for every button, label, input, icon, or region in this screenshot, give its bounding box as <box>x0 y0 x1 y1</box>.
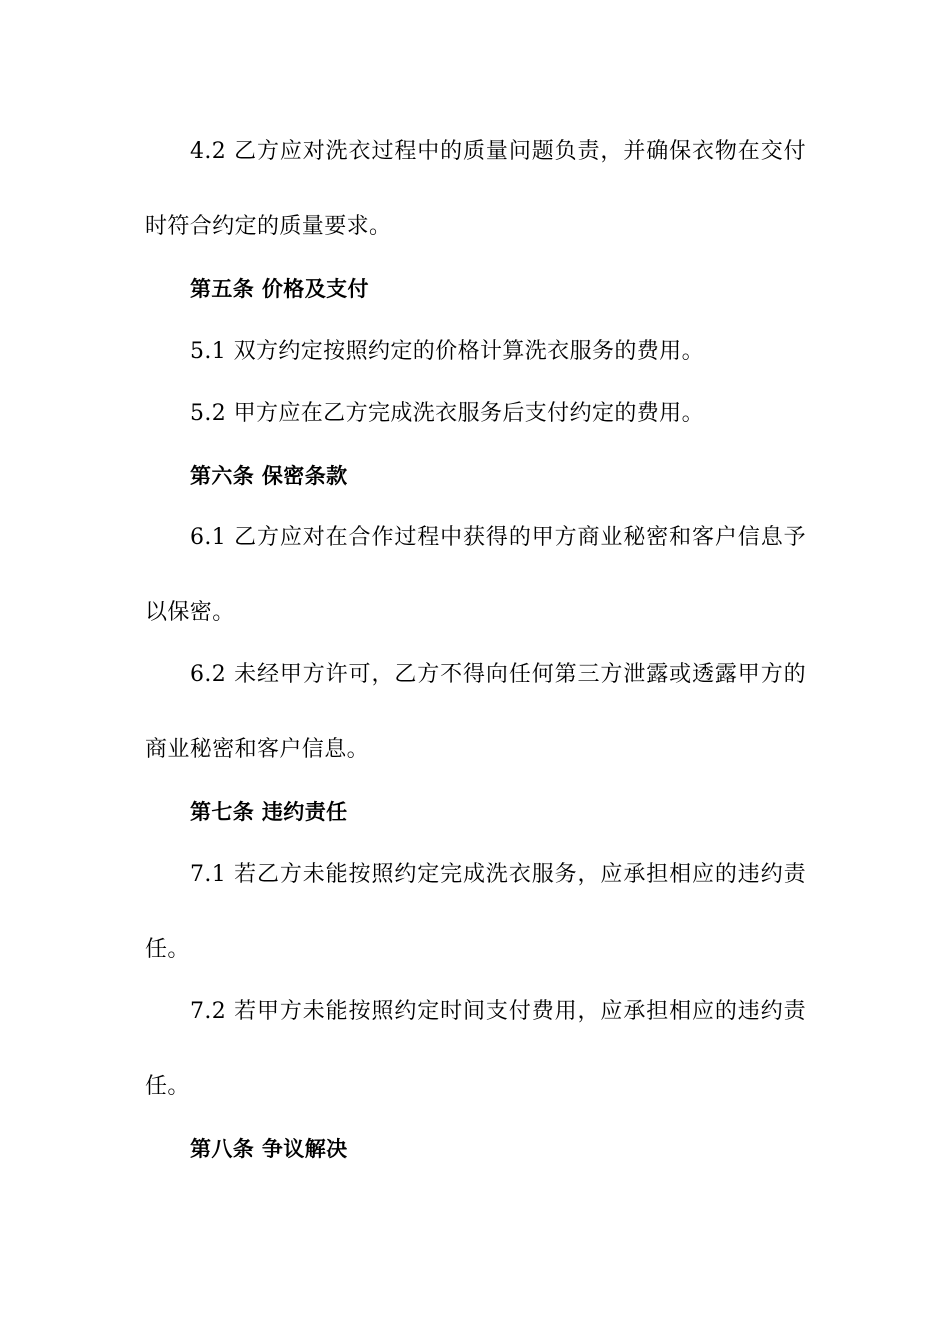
heading-article-7: 第七条 违约责任 <box>190 800 348 824</box>
clause-4-2-line-1: 4.2 乙方应对洗衣过程中的质量问题负责，并确保衣物在交付 <box>190 139 806 164</box>
clause-6-1-line-2: 以保密。 <box>145 600 235 625</box>
clause-7-1-line-2: 任。 <box>145 937 190 962</box>
clause-6-2-line-1: 6.2 未经甲方许可，乙方不得向任何第三方泄露或透露甲方的 <box>190 662 806 687</box>
clause-6-2-line-2: 商业秘密和客户信息。 <box>145 737 370 762</box>
clause-4-2-line-2: 时符合约定的质量要求。 <box>145 214 392 239</box>
clause-5-1: 5.1 双方约定按照约定的价格计算洗衣服务的费用。 <box>190 339 704 364</box>
clause-7-2-line-1: 7.2 若甲方未能按照约定时间支付费用，应承担相应的违约责 <box>190 999 806 1024</box>
heading-article-6: 第六条 保密条款 <box>190 464 348 488</box>
clause-6-1-line-1: 6.1 乙方应对在合作过程中获得的甲方商业秘密和客户信息予 <box>190 525 806 550</box>
clause-7-2-line-2: 任。 <box>145 1074 190 1099</box>
clause-5-2: 5.2 甲方应在乙方完成洗衣服务后支付约定的费用。 <box>190 401 704 426</box>
heading-article-5: 第五条 价格及支付 <box>190 277 369 301</box>
clause-7-1-line-1: 7.1 若乙方未能按照约定完成洗衣服务，应承担相应的违约责 <box>190 862 806 887</box>
heading-article-8: 第八条 争议解决 <box>190 1137 348 1161</box>
